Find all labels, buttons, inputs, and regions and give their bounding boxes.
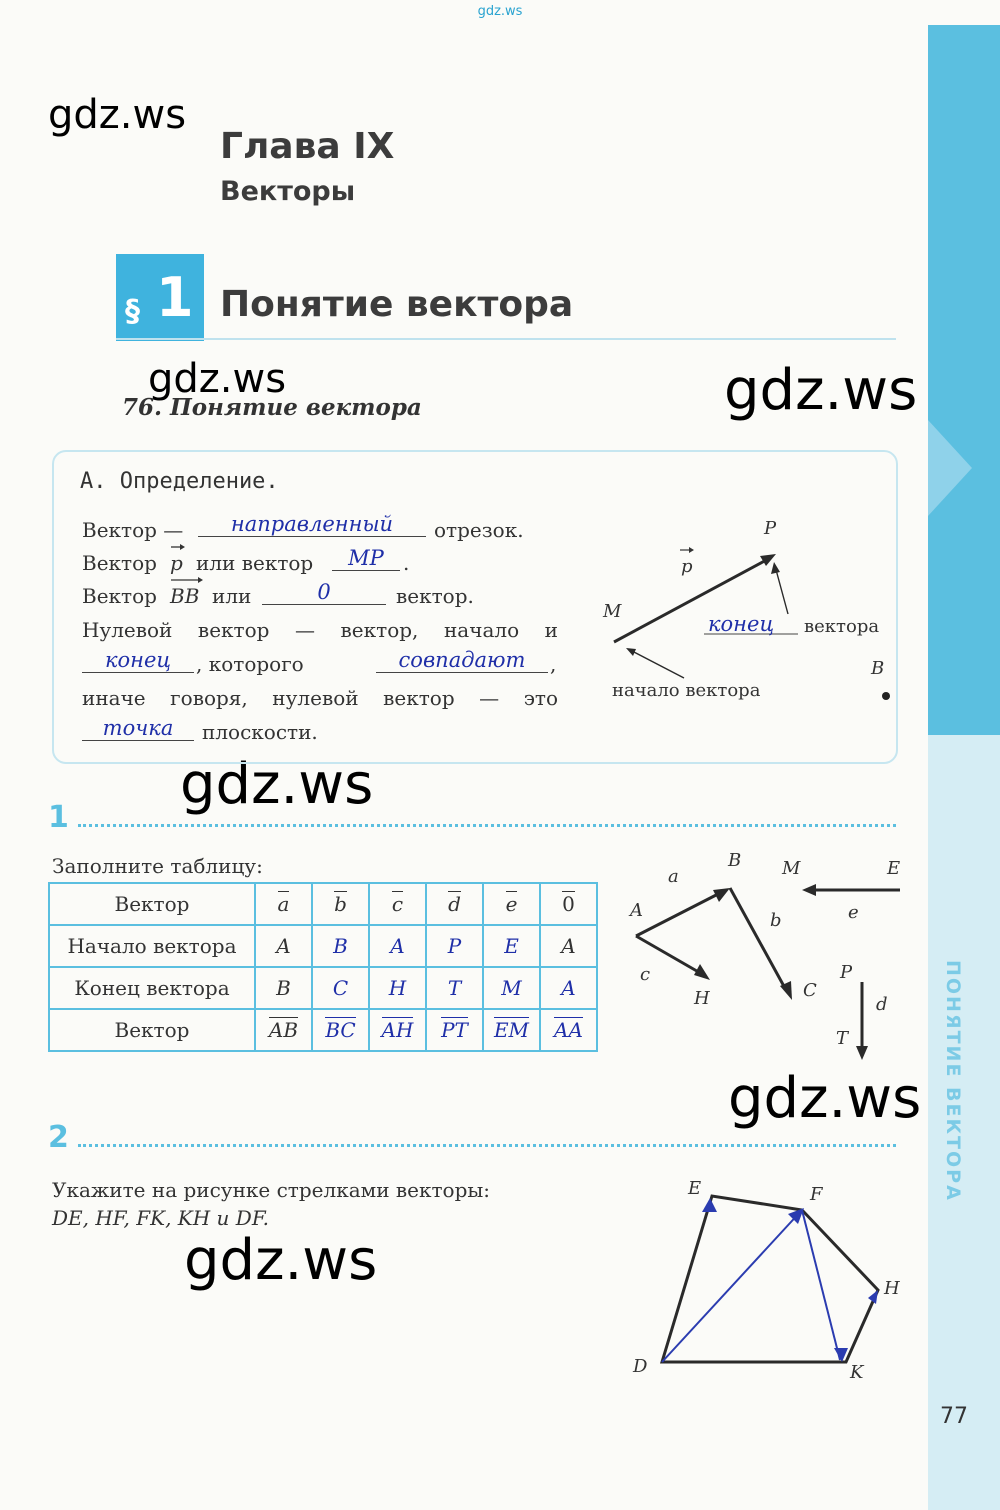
watermark: gdz.ws <box>148 356 287 402</box>
side-band-notch <box>928 420 972 516</box>
table-row <box>49 1009 597 1051</box>
table-cell-vector <box>255 883 312 925</box>
vector-aa: AA <box>554 1018 583 1042</box>
fig-label-M: M <box>603 601 622 622</box>
def-line-1-pre: Вектор — <box>82 518 184 542</box>
def-line-4: Нулевой вектор — вектор, начало и <box>82 618 558 642</box>
def-line-2-post: . <box>403 551 410 575</box>
watermark: gdz.ws <box>728 1066 922 1131</box>
side-label: ПОНЯТИЕ ВЕКТОРА <box>942 960 964 1202</box>
def-answer-directed: направленный <box>198 512 426 537</box>
def-line-2-pre: Вектор <box>82 551 157 575</box>
fig-label-T: T <box>836 1028 849 1049</box>
fig-label-P: P <box>840 962 853 983</box>
watermark: gdz.ws <box>724 358 918 423</box>
fig-label-H: H <box>694 988 710 1009</box>
def-line-7-post: плоскости. <box>202 720 318 744</box>
table-cell-answer: T <box>426 967 483 1009</box>
table-row-header: Конец вектора <box>49 967 255 1009</box>
table-cell-answer: M <box>483 967 540 1009</box>
table-cell-vector <box>255 1009 312 1051</box>
chapter-title: Глава IX <box>220 126 395 167</box>
vector-e: e <box>505 892 518 916</box>
fig-label-b: b <box>770 910 782 931</box>
def-answer-end: конец <box>82 648 194 673</box>
fig-label-B: B <box>728 850 742 871</box>
def-answer-coincide: совпадают <box>376 648 548 673</box>
table-cell-answer <box>426 1009 483 1051</box>
vector-table <box>48 882 598 1052</box>
table-cell: A <box>540 925 597 967</box>
vectors-figure <box>610 850 910 1070</box>
table-row-header: Вектор <box>49 1009 255 1051</box>
fig-label-c: c <box>640 964 651 985</box>
task-2-vectors: DE, HF, FK, KH и DF. <box>52 1206 269 1230</box>
def-line-3-post: вектор. <box>396 584 474 608</box>
vector-a: a <box>277 892 290 916</box>
fig-label-A: A <box>630 900 643 921</box>
fig-label-d: d <box>876 994 888 1015</box>
fig-label-C: C <box>803 980 817 1001</box>
table-row-header: Вектор <box>49 883 255 925</box>
fig-label-F: F <box>810 1184 823 1205</box>
task-2-number: 2 <box>48 1120 69 1155</box>
vector-pt: PT <box>441 1018 468 1042</box>
watermark: gdz.ws <box>180 752 374 817</box>
table-cell-answer <box>540 1009 597 1051</box>
def-answer-point: точка <box>82 716 194 741</box>
fig-label-M: M <box>782 858 801 879</box>
table-row <box>49 883 597 925</box>
fig-label-e: e <box>848 902 859 923</box>
table-cell-vector <box>369 883 426 925</box>
paragraph-badge <box>116 254 204 341</box>
chapter-subtitle: Векторы <box>220 176 356 207</box>
def-answer-mp: MP <box>332 546 400 571</box>
def-line-1-post: отрезок. <box>434 518 524 542</box>
table-cell-answer: C <box>312 967 369 1009</box>
task-1-number: 1 <box>48 800 69 835</box>
fig-label-E: E <box>887 858 901 879</box>
fig-label-H: H <box>884 1278 900 1299</box>
table-cell-answer: A <box>540 967 597 1009</box>
table-cell-vector <box>540 883 597 925</box>
fig-label-P: P <box>764 518 777 539</box>
def-line-5-post: , <box>550 652 557 676</box>
def-line-5-mid: , которого <box>196 652 304 676</box>
def-line-3-pre: Вектор <box>82 584 157 608</box>
table-cell-answer: A <box>369 925 426 967</box>
vector-c: c <box>391 892 404 916</box>
table-cell-vector <box>483 883 540 925</box>
paragraph-symbol: § <box>125 294 140 329</box>
vector-zero: 0 <box>562 892 575 916</box>
table-cell-answer <box>369 1009 426 1051</box>
table-row-header: Начало вектора <box>49 925 255 967</box>
vector-arrow-bb <box>170 575 204 585</box>
fig-label-a: a <box>668 866 679 887</box>
watermark-top: gdz.ws <box>477 4 523 19</box>
fig-label-E: E <box>688 1178 702 1199</box>
section-title: 76. Понятие вектора <box>122 394 422 421</box>
fig-answer-end: конец <box>708 612 775 636</box>
vector-ah: AH <box>381 1018 414 1042</box>
table-row <box>49 967 597 1009</box>
vector-d: d <box>448 892 461 916</box>
fig-start-label: начало вектора <box>612 680 761 701</box>
fig-label-D: D <box>633 1356 648 1377</box>
def-line-3-mid: или <box>212 584 252 608</box>
side-band-top <box>928 25 1000 735</box>
fig-label-p: p <box>681 556 693 577</box>
table-cell-vector <box>312 883 369 925</box>
definition-heading: А. Определение. <box>80 469 279 494</box>
paragraph-title: Понятие вектора <box>220 284 574 325</box>
page-number: 77 <box>940 1404 968 1429</box>
heading-rule <box>116 338 896 340</box>
watermark: gdz.ws <box>48 92 187 138</box>
table-cell-vector <box>426 883 483 925</box>
vector-arrow-p <box>170 542 186 552</box>
vector-b: b <box>334 892 347 916</box>
task-1-dotted-rule <box>78 824 896 827</box>
table-cell-answer: B <box>312 925 369 967</box>
quadrilateral-figure <box>620 1180 910 1390</box>
table-cell-answer: H <box>369 967 426 1009</box>
task-2-dotted-rule <box>78 1144 896 1147</box>
paragraph-number: 1 <box>156 266 194 329</box>
table-row <box>49 925 597 967</box>
watermark: gdz.ws <box>184 1228 378 1293</box>
def-line-6: иначе говоря, нулевой вектор — это <box>82 686 558 710</box>
def-line-2-mid: или вектор <box>196 551 314 575</box>
def-line-2-var: p <box>170 551 183 575</box>
table-cell: A <box>255 925 312 967</box>
def-line-3-var: BB <box>170 584 200 608</box>
vector-bc: BC <box>325 1018 356 1042</box>
task-1-prompt: Заполните таблицу: <box>52 854 263 878</box>
fig-label-K: K <box>850 1362 864 1383</box>
table-cell-answer <box>312 1009 369 1051</box>
vector-ab: AB <box>268 1018 299 1042</box>
table-cell-answer: P <box>426 925 483 967</box>
table-cell: B <box>255 967 312 1009</box>
def-answer-zero: 0 <box>262 580 386 605</box>
fig-vektora: вектора <box>804 616 880 637</box>
table-cell-answer: E <box>483 925 540 967</box>
table-cell-answer <box>483 1009 540 1051</box>
task-2-prompt: Укажите на рисунке стрелками векторы: <box>52 1178 491 1202</box>
vector-em: EM <box>493 1018 530 1042</box>
fig-label-B: B <box>871 658 885 679</box>
